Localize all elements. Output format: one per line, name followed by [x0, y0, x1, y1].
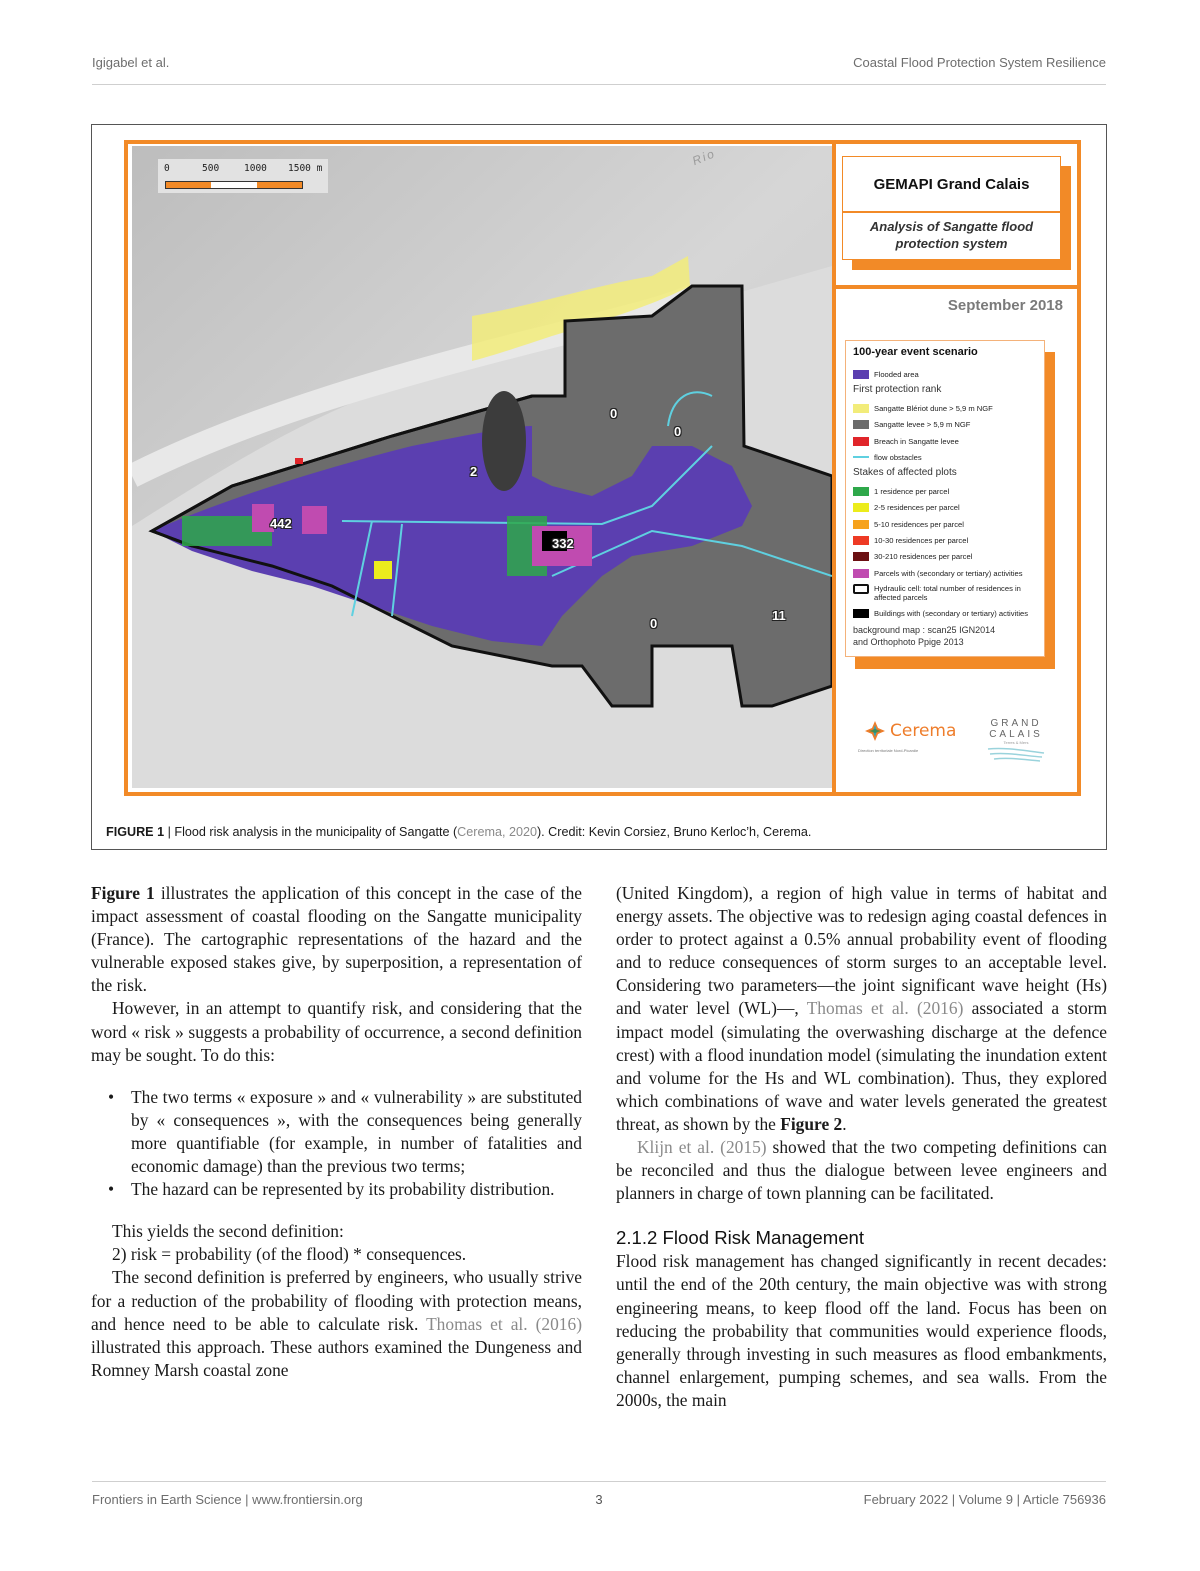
legend-item-levee: Sangatte levee > 5,9 m NGF [853, 417, 1039, 433]
legend-swatch [853, 503, 869, 512]
legend-item-stake: 10-30 residences per parcel [853, 532, 1039, 548]
legend-item-stake: 30-210 residences per parcel [853, 549, 1039, 565]
cerema-mark-icon [864, 720, 886, 742]
body-column-left [91, 882, 582, 1382]
legend-section-protection: First protection rank [853, 384, 942, 396]
footer-issue: February 2022 | Volume 9 | Article 756936 [863, 1492, 1106, 1507]
activity-parcel-2 [302, 506, 327, 534]
paragraph: Figure 1 illustrates the application of this concept in the case of the impact assessment of coastal flooding on the Sangatte municipality (France). The cartographic representations of the hazard and the vulnerable exposed stakes give, by superposition, a representation of the risk. [91, 883, 582, 996]
legend-swatch [853, 552, 869, 561]
citation-link[interactable]: Klijn et al. (2015) [637, 1137, 767, 1158]
scale-tick: 1500 m [288, 163, 323, 174]
legend-outline-swatch [853, 584, 869, 594]
legend-item-buildings: Buildings with (secondary or tertiary) activities [853, 605, 1039, 621]
map-date: September 2018 [947, 297, 1063, 314]
panel-divider [832, 144, 836, 792]
cell-label: 442 [270, 516, 292, 531]
caption-label: FIGURE 1 [106, 825, 165, 839]
legend-swatch [853, 609, 869, 618]
bullet-icon: • [108, 1179, 115, 1200]
legend-item-flooded: Flooded area [853, 366, 1039, 382]
paragraph: This yields the second definition: [112, 1221, 344, 1242]
citation-link[interactable]: Thomas et al. (2016) [806, 998, 964, 1019]
map-graphic [132, 146, 832, 788]
cell-label: 0 [674, 424, 682, 439]
legend-swatch [853, 536, 869, 545]
cerema-subtitle: Direction territoriale Nord-Picardie [858, 748, 919, 753]
paragraph: (United Kingdom), a region of high value in terms of habitat and energy assets. The objective was to redesign aging coastal defences in order to protect against a 0.5% annual probability event of flooding and to reduce consequences of storm surges to an acceptable level. Considering two parameters—the joint significant wave height (Hs) and water level (WL)—, Thomas et al. (2016) associated a storm impact model (simulating the overwashing discharge at the defence crest) with a flood inundation model (simulating the inundation extent and volume for the Hs and WL combination). Thus, they explored which combinations of wave and water levels generated the greatest threat, as shown by the Figure 2. [616, 883, 1107, 1134]
scale-bar-graphic [165, 181, 303, 189]
grand-calais-logo: GRAND CALAIS Terres & Mers [986, 718, 1046, 768]
title-card [842, 156, 1061, 260]
legend [845, 340, 1045, 657]
levee-breach [295, 458, 303, 464]
cell-label: 332 [552, 536, 574, 551]
running-header [92, 55, 1106, 73]
scale-tick: 0 [164, 163, 170, 174]
footer-journal: Frontiers in Earth Science | www.frontiersin.org [92, 1492, 363, 1507]
scale-bar [158, 159, 328, 193]
bullet-list [91, 1086, 582, 1201]
figure-1-frame [124, 140, 1081, 796]
list-item: • The hazard can be represented by its probability distribution. [108, 1178, 582, 1201]
cell-label: 0 [650, 616, 658, 631]
footer-divider [92, 1481, 1106, 1482]
bullet-icon: • [108, 1086, 115, 1107]
figure-caption: FIGURE 1 | Flood risk analysis in the municipality of Sangatte (Cerema, 2020). Credit: Kevin Corsiez, Bruno Kerloc’h, Cerema. [106, 825, 812, 839]
waves-icon [986, 745, 1046, 763]
body-column-right [616, 882, 1107, 1412]
paragraph: The second definition is preferred by engineers, who usually strive for a reduction of the probability of flooding with protection means, and hence need to be able to calculate risk. Thomas et al. (2016) illustrated this approach. These authors examined the Dungeness and Romney Marsh coastal zone [91, 1267, 582, 1380]
panel-divider-horizontal [836, 285, 1077, 289]
legend-line-swatch [853, 456, 869, 458]
legend-item-breach: Breach in Sangatte levee [853, 433, 1039, 449]
legend-swatch [853, 404, 869, 413]
residence-2-5-parcel [374, 561, 392, 579]
flood-map [132, 146, 832, 788]
legend-title: 100-year event scenario [853, 346, 978, 358]
cell-label: 11 [772, 608, 786, 623]
legend-swatch [853, 370, 869, 379]
citation-link[interactable]: Thomas et al. (2016) [426, 1313, 582, 1334]
cell-label: 0 [610, 406, 618, 421]
legend-source-note: background map : scan25 IGN2014 and Orthophoto Ppige 2013 [853, 624, 996, 647]
legend-item-hydraulic-cell: Hydraulic cell: total number of residences in affected parcels [853, 581, 1039, 605]
legend-item-stake: 5-10 residences per parcel [853, 516, 1039, 532]
figure-reference-link[interactable]: Figure 2 [780, 1113, 843, 1134]
section-heading: 2.1.2 Flood Risk Management [616, 1227, 865, 1249]
scale-tick: 500 [202, 163, 220, 174]
logos [836, 704, 1077, 784]
paragraph: Klijn et al. (2015) showed that the two competing definitions can be reconciled and thus the dialogue between levee engineers and planners in charge of town planning can be facilitated. [616, 1137, 1108, 1204]
scale-tick: 1000 [244, 163, 267, 174]
legend-swatch [853, 420, 869, 429]
paragraph: Flood risk management has changed significantly in recent decades: until the end of the 20th century, the main objective was with strong engineering means, to keep flood off the land. Focus has been on reducing the probability that communities would experience floods, generally through investing in such measures as flood embankments, channel enlargement, pumping schemes, and sea walls. From the 2000s, the main [616, 1251, 1107, 1410]
legend-swatch [853, 487, 869, 496]
map-subtitle: Analysis of Sangatte flood protection system [869, 219, 1034, 251]
legend-item-stake: 2-5 residences per parcel [853, 500, 1039, 516]
legend-swatch [853, 520, 869, 529]
page-number: 3 [595, 1492, 603, 1507]
legend-item-stake: Parcels with (secondary or tertiary) activities [853, 565, 1039, 581]
paragraph: However, in an attempt to quantify risk, and considering that the word « risk » suggests a probability of occurrence, a second definition may be sought. To do this: [91, 998, 582, 1065]
header-divider [92, 84, 1106, 85]
running-footer [92, 1492, 1106, 1510]
legend-item-dune: Sangatte Blériot dune > 5,9 m NGF [853, 400, 1039, 416]
equation-line: 2) risk = probability (of the flood) * consequences. [112, 1244, 467, 1265]
figure-reference-link[interactable]: Figure 1 [91, 883, 155, 903]
legend-section-stakes: Stakes of affected plots [853, 467, 957, 479]
legend-item-stake: 1 residence per parcel [853, 483, 1039, 499]
map-watermark: Rio [690, 146, 718, 168]
lake [482, 391, 526, 491]
list-item: • The two terms « exposure » and « vulnerability » are substituted by « consequences », with the consequences being generally more quantifiable (for example, in number of fatalities and economic damage) than the previous two terms; [108, 1086, 582, 1177]
header-authors: Igigabel et al. [92, 55, 170, 70]
legend-item-flow-obstacles: flow obstacles [853, 449, 1039, 465]
cerema-logo: Cerema [864, 720, 956, 742]
header-running-title: Coastal Flood Protection System Resilience [853, 55, 1106, 70]
legend-swatch [853, 437, 869, 446]
legend-swatch [853, 569, 869, 578]
map-title: GEMAPI Grand Calais [843, 157, 1060, 213]
caption-reference-link[interactable]: Cerema, 2020 [457, 825, 537, 839]
cell-label: 2 [470, 464, 478, 479]
